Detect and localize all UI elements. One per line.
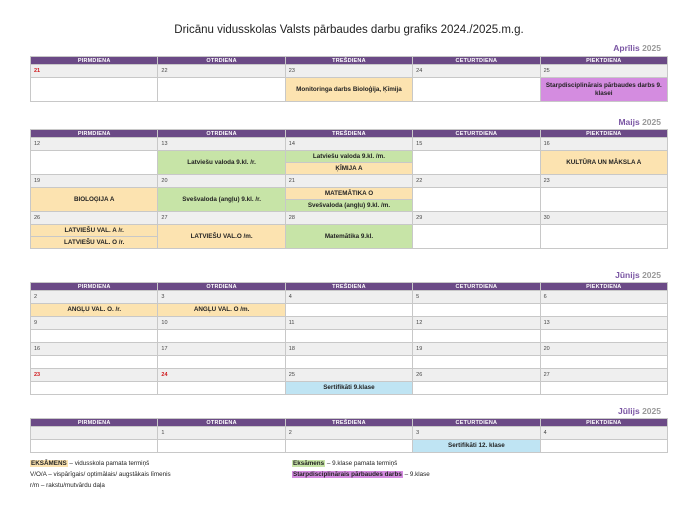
weekday-fri: PIEKTDIENA [540, 57, 667, 65]
day-cell [285, 304, 412, 317]
day-cell [31, 151, 158, 175]
calendar-april [30, 56, 668, 102]
weekday-mon: PIRMDIENA [31, 130, 158, 138]
week-date-row [31, 138, 668, 151]
day-cell [413, 151, 540, 175]
day-number: 26 [413, 369, 540, 382]
month-name: Jūnijs [615, 270, 640, 280]
day-cell [413, 188, 540, 212]
day-number: 5 [413, 291, 540, 304]
day-cell [540, 440, 667, 453]
week-event-row [31, 188, 668, 200]
legend-desc: V/O/A – vispārīgais/ optimālais/ augstākais līmenis [30, 471, 171, 478]
calendar-may [30, 129, 668, 249]
week-date-row [31, 175, 668, 188]
weekday-tue: OTRDIENA [158, 57, 285, 65]
day-number: 15 [413, 138, 540, 151]
day-number: 4 [540, 427, 667, 440]
week-event-row [31, 225, 668, 237]
day-cell [285, 440, 412, 453]
day-cell [540, 356, 667, 369]
legend-eksamens [30, 460, 149, 467]
month-name: Jūlijs [617, 406, 640, 416]
month-label-april [613, 43, 661, 53]
day-number: 22 [413, 175, 540, 188]
exam-event: Svešvaloda (angļu) 9.kl. /m. [285, 200, 412, 212]
weekday-fri: PIEKTDIENA [540, 419, 667, 427]
month-year: 2025 [642, 43, 661, 53]
day-number: 9 [31, 317, 158, 330]
legend-swatch-label: Eksāmens [293, 460, 325, 467]
cert-event: Sertifikāti 9.klase [285, 382, 412, 395]
month-name: Aprīlis [613, 43, 640, 53]
month-year: 2025 [642, 270, 661, 280]
exam-event: ĶĪMIJA A [285, 163, 412, 175]
day-cell [31, 330, 158, 343]
day-number: 29 [413, 212, 540, 225]
exam-event: Starpdisciplinārais pārbaudes darbs 9. klasei [540, 78, 667, 102]
legend-desc: – vidusskola pamata termiņš [67, 460, 150, 467]
week-event-row [31, 356, 668, 369]
legend-starp [292, 471, 430, 478]
exam-event: MATEMĀTIKA O [285, 188, 412, 200]
day-number: 16 [31, 343, 158, 356]
month-label-july [618, 406, 661, 416]
cert-event: Sertifikāti 12. klase [413, 440, 540, 453]
legend-desc: – 9.klase pamata termiņš [325, 460, 398, 467]
week-date-row [31, 212, 668, 225]
day-number: 13 [158, 138, 285, 151]
week-date-row [31, 369, 668, 382]
exam-event: KULTŪRA UN MĀKSLA A [540, 151, 667, 175]
day-cell [413, 304, 540, 317]
exam-event: Monitoringa darbs Bioloģija, Ķīmija [285, 78, 412, 102]
weekday-tue: OTRDIENA [158, 419, 285, 427]
day-number: 12 [31, 138, 158, 151]
day-number: 18 [285, 343, 412, 356]
week-event-row [31, 78, 668, 102]
day-number: 1 [158, 427, 285, 440]
legend-desc: r/m – rakstu/mutvārdu daļa [30, 482, 105, 489]
day-cell [31, 356, 158, 369]
day-number: 3 [413, 427, 540, 440]
day-cell [413, 382, 540, 395]
month-year: 2025 [642, 117, 661, 127]
day-number: 23 [540, 175, 667, 188]
day-cell [31, 78, 158, 102]
day-cell [285, 330, 412, 343]
weekday-fri: PIEKTDIENA [540, 283, 667, 291]
week-event-row [31, 151, 668, 163]
day-number: 4 [285, 291, 412, 304]
weekday-header [31, 57, 668, 65]
month-label-may [618, 117, 661, 127]
legend-desc: – 9.klase [402, 471, 430, 478]
weekday-mon: PIRMDIENA [31, 57, 158, 65]
day-number: 21 [31, 65, 158, 78]
day-number: 23 [285, 65, 412, 78]
day-number: 10 [158, 317, 285, 330]
week-date-row [31, 317, 668, 330]
day-number: 6 [540, 291, 667, 304]
day-number: 2 [31, 291, 158, 304]
day-cell [285, 356, 412, 369]
week-date-row [31, 343, 668, 356]
exam-event: LATVIEŠU VAL. A /r. [31, 225, 158, 237]
day-number: 13 [540, 317, 667, 330]
exam-event: BIOLOĢIJA A [31, 188, 158, 212]
day-cell [413, 330, 540, 343]
page-title: Dricānu vidusskolas Valsts pārbaudes darbu grafiks 2024./2025.m.g. [174, 24, 524, 36]
day-cell [540, 304, 667, 317]
day-cell [158, 440, 285, 453]
week-event-row [31, 382, 668, 395]
week-date-row [31, 427, 668, 440]
day-cell [31, 382, 158, 395]
day-cell [158, 330, 285, 343]
day-number: 26 [31, 212, 158, 225]
weekday-mon: PIRMDIENA [31, 283, 158, 291]
weekday-thu: CETURTDIENA [413, 419, 540, 427]
weekday-header [31, 130, 668, 138]
day-cell [540, 330, 667, 343]
day-number: 27 [540, 369, 667, 382]
exam-event: LATVIEŠU VAL.O /m. [158, 225, 285, 249]
day-number [31, 427, 158, 440]
month-year: 2025 [642, 406, 661, 416]
day-number: 27 [158, 212, 285, 225]
month-label-june [615, 270, 661, 280]
weekday-fri: PIEKTDIENA [540, 130, 667, 138]
day-cell [540, 382, 667, 395]
day-cell [31, 440, 158, 453]
day-number: 2 [285, 427, 412, 440]
day-cell [158, 382, 285, 395]
weekday-header [31, 419, 668, 427]
day-number: 22 [158, 65, 285, 78]
day-number: 11 [285, 317, 412, 330]
week-event-row [31, 304, 668, 317]
weekday-wed: TREŠDIENA [285, 283, 412, 291]
day-cell [540, 188, 667, 212]
day-number: 16 [540, 138, 667, 151]
week-date-row [31, 291, 668, 304]
week-date-row [31, 65, 668, 78]
day-cell [158, 356, 285, 369]
weekday-tue: OTRDIENA [158, 283, 285, 291]
exam-event: LATVIEŠU VAL. O /r. [31, 237, 158, 249]
exam-event: Latviešu valoda 9.kl. /m. [285, 151, 412, 163]
legend-swatch-label: Starpdisciplinārais pārbaudes darbs [293, 471, 402, 478]
month-name: Maijs [618, 117, 640, 127]
day-number: 17 [158, 343, 285, 356]
weekday-wed: TREŠDIENA [285, 130, 412, 138]
day-number: 25 [285, 369, 412, 382]
legend-eksamens9 [292, 460, 397, 467]
day-number: 19 [413, 343, 540, 356]
day-number: 25 [540, 65, 667, 78]
legend-parts [30, 482, 105, 489]
day-number: 30 [540, 212, 667, 225]
day-cell [540, 225, 667, 249]
legend-levels [30, 471, 171, 478]
calendar-june [30, 282, 668, 395]
day-number: 14 [285, 138, 412, 151]
day-cell [158, 78, 285, 102]
weekday-thu: CETURTDIENA [413, 57, 540, 65]
weekday-wed: TREŠDIENA [285, 419, 412, 427]
day-number: 28 [285, 212, 412, 225]
day-number: 3 [158, 291, 285, 304]
weekday-wed: TREŠDIENA [285, 57, 412, 65]
day-number: 24 [413, 65, 540, 78]
weekday-thu: CETURTDIENA [413, 130, 540, 138]
legend-swatch-label: EKSĀMENS [31, 460, 67, 467]
exam-event: ANGĻU VAL. O. /r. [31, 304, 158, 317]
day-number: 24 [158, 369, 285, 382]
day-number: 23 [31, 369, 158, 382]
weekday-tue: OTRDIENA [158, 130, 285, 138]
weekday-mon: PIRMDIENA [31, 419, 158, 427]
exam-event: Latviešu valoda 9.kl. /r. [158, 151, 285, 175]
weekday-header [31, 283, 668, 291]
day-number: 21 [285, 175, 412, 188]
day-number: 12 [413, 317, 540, 330]
day-cell [413, 78, 540, 102]
weekday-thu: CETURTDIENA [413, 283, 540, 291]
week-event-row [31, 330, 668, 343]
calendar-july [30, 418, 668, 453]
day-number: 20 [158, 175, 285, 188]
day-cell [413, 356, 540, 369]
exam-event: Svešvaloda (angļu) 9.kl. /r. [158, 188, 285, 212]
day-cell [413, 225, 540, 249]
exam-event: ANGĻU VAL. O /m. [158, 304, 285, 317]
exam-event: Matemātika 9.kl. [285, 225, 412, 249]
day-number: 19 [31, 175, 158, 188]
week-event-row [31, 440, 668, 453]
day-number: 20 [540, 343, 667, 356]
